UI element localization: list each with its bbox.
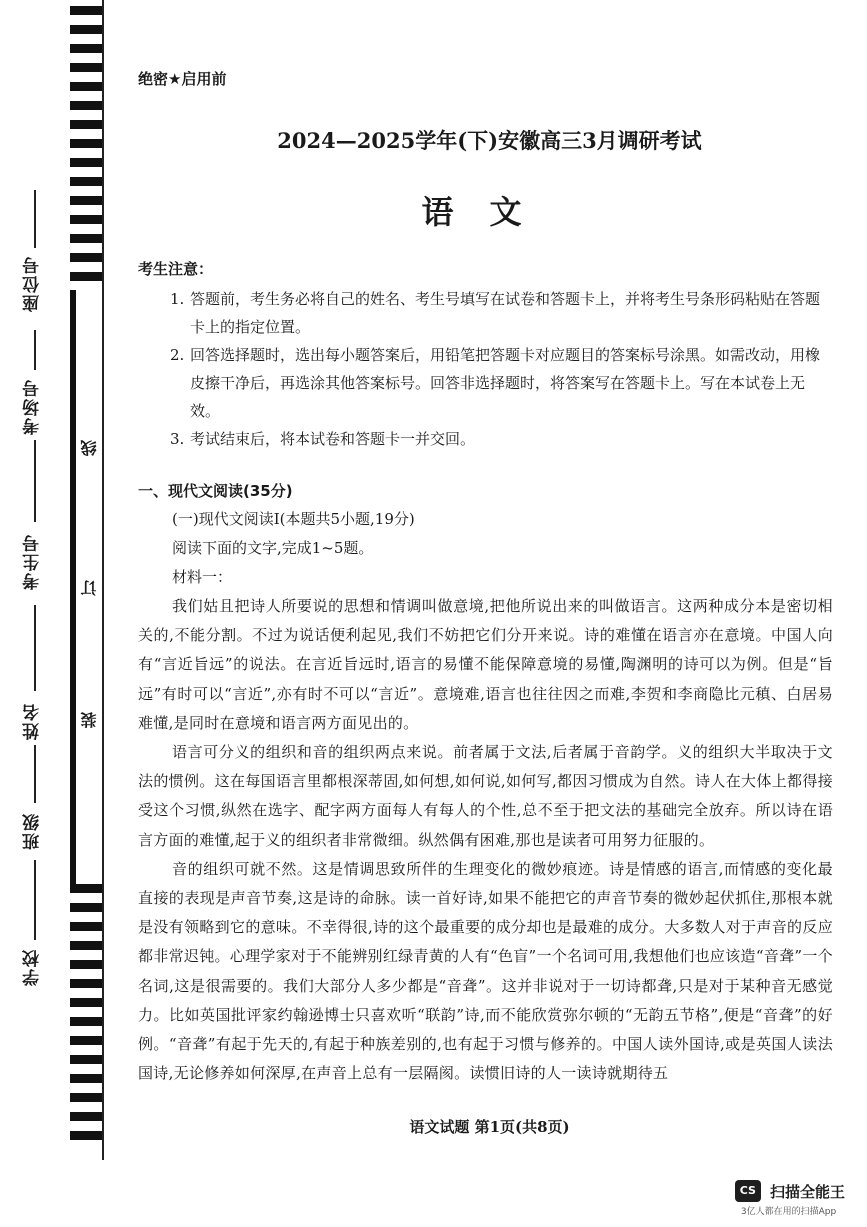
notice-text: 考试结束后，将本试卷和答题卡一并交回。	[190, 430, 476, 448]
binding-stripe	[70, 44, 103, 53]
section-instruction: 阅读下面的文字,完成1~5题。	[172, 539, 374, 557]
material-label: 材料一：	[172, 568, 233, 586]
notice-text: 答题前，考生务必将自己的姓名、考生号填写在试卷和答题卡上，并将考生号条形码粘贴在答题卡上的指定位置。	[190, 290, 821, 336]
binding-stripe	[70, 63, 103, 72]
binding-stripe	[70, 1074, 103, 1083]
field-candidate-number	[14, 440, 58, 610]
binding-stripe	[70, 1055, 103, 1064]
cut-mark-line: 线	[80, 440, 99, 456]
binding-stripe	[70, 1093, 103, 1102]
field-name	[14, 605, 58, 745]
binding-stripe	[70, 82, 103, 91]
notice-number: 2.	[170, 346, 185, 364]
binding-cut-line	[102, 0, 104, 1160]
binding-stripe	[70, 1036, 103, 1045]
binding-stripe	[70, 922, 103, 931]
field-label: 考生号	[23, 533, 43, 590]
binding-stripe	[70, 253, 103, 262]
field-write-line	[34, 330, 36, 370]
binding-stripe	[70, 884, 103, 893]
section-subheading: (一)现代文阅读Ⅰ(本题共5小题,19分)	[172, 510, 415, 528]
binding-stripe	[70, 272, 103, 281]
notice-item	[172, 425, 833, 453]
binding-stripe	[70, 6, 103, 15]
notice-item	[172, 341, 833, 425]
notice-item	[172, 285, 833, 341]
subject-title: 语文	[421, 193, 558, 231]
notice-text: 回答选择题时，选出每小题答案后，用铅笔把答题卡对应题目的答案标号涂黑。如需改动，用橡皮擦干净后，再选涂其他答案标号。回答非选择题时，将答案写在答题卡上。写在本试卷上无效。	[190, 346, 821, 420]
section-heading: 一、现代文阅读(35分)	[138, 482, 293, 500]
field-label: 班级	[23, 812, 43, 850]
field-class	[14, 745, 58, 875]
cut-mark-bind: 订	[80, 580, 99, 596]
notice-number: 3.	[170, 430, 185, 448]
notice-list	[172, 285, 833, 453]
field-write-line	[34, 745, 36, 803]
binding-band	[70, 290, 76, 884]
page-footer: 语文试题 第1页(共8页)	[409, 1118, 570, 1136]
confidential-label: 绝密★启用前	[138, 70, 227, 88]
field-write-line	[34, 440, 36, 522]
binding-stripe	[70, 177, 103, 186]
field-write-line	[34, 605, 36, 691]
cut-mark-pack: 装	[80, 712, 99, 728]
scanner-tagline: 3亿人都在用的扫描App	[740, 1207, 837, 1217]
field-label: 姓名	[23, 702, 43, 740]
scanner-watermark	[735, 1180, 845, 1217]
field-label: 考场号	[23, 378, 43, 435]
field-school	[14, 860, 58, 990]
scanner-app-name: 扫描全能王	[769, 1182, 845, 1201]
binding-stripe	[70, 998, 103, 1007]
exam-title: 2024—2025学年(下)安徽高三3月调研考试	[277, 128, 702, 153]
binding-stripe	[70, 960, 103, 969]
binding-stripe	[70, 234, 103, 243]
field-write-line	[34, 860, 36, 940]
binding-margin	[0, 0, 112, 1227]
binding-stripe	[70, 941, 103, 950]
scanner-logo-icon: CS	[735, 1180, 761, 1202]
binding-stripe	[70, 1017, 103, 1026]
page-content	[138, 258, 833, 1088]
passage-paragraph: 音的组织可就不然。这是情调思致所伴的生理变化的微妙痕迹。诗是情感的语言,而情感的变化最直接的表现是声音节奏,这是诗的命脉。读一首好诗,如果不能把它的声音节奏的微妙起伏抓住,那根本就是没有领略到它的意味。不幸得很,诗的这个最重要的成分却也是最难的成分。大多数人对于声音的反应都非常迟钝。心理学家对于不能辨别红绿青黄的人有“色盲”一个名词可用,我想他们也应该造“音聋”一个名词,这是很需要的。我们大部分人多少都是“音聋”。这并非说对于一切诗都聋,只是对于某种音无感觉力。比如英国批评家约翰逊博士只喜欢听“联韵”诗,而不能欣赏弥尔顿的“无韵五节格”,便是“音聋”的好例。“音聋”有起于先天的,有起于种族差别的,也有起于习惯与修养的。中国人读外国诗,或是英国人读法国诗,无论修养如何深厚,在声音上总有一层隔阂。读惯旧诗的人一读诗就期待五	[138, 859, 833, 1083]
notice-heading: 考生注意：	[138, 260, 214, 278]
passage-paragraph: 我们姑且把诗人所要说的思想和情调叫做意境,把他所说出来的叫做语言。这两种成分本是密切相关的,不能分割。不过为说话便利起见,我们不妨把它们分开来说。诗的难懂在语言亦在意境。中国人向有“言近旨远”的说法。在言近旨远时,语言的易懂不能保障意境的易懂,陶渊明的诗可以为例。但是“旨远”有时可以“言近”,亦有时不可以“言近”。意境难,语言也往往因之而难,李贺和李商隐比元稹、白居易难懂,是同时在意境和语言两方面见出的。	[138, 597, 833, 732]
notice-number: 1.	[170, 290, 185, 308]
binding-stripe	[70, 158, 103, 167]
field-label: 学校	[23, 948, 43, 986]
passage-paragraph: 语言可分义的组织和音的组织两点来说。前者属于文法,后者属于音韵学。义的组织大半取决于文法的惯例。这在每国语言里都根深蒂固,如何想,如何说,如何写,都因习惯成为自然。诗人在大体上都得接受这个习惯,纵然在选字、配字两方面每人有每人的个性,总不至于把文法的基础完全放弃。所以诗在语言方面的难懂,起于义的组织者非常微细。纵然偶有困难,那也是读者可用努力征服的。	[138, 743, 833, 849]
binding-stripe	[70, 25, 103, 34]
binding-stripe	[70, 903, 103, 912]
binding-stripe	[70, 101, 103, 110]
field-label: 座位号	[23, 255, 43, 312]
binding-stripe	[70, 979, 103, 988]
